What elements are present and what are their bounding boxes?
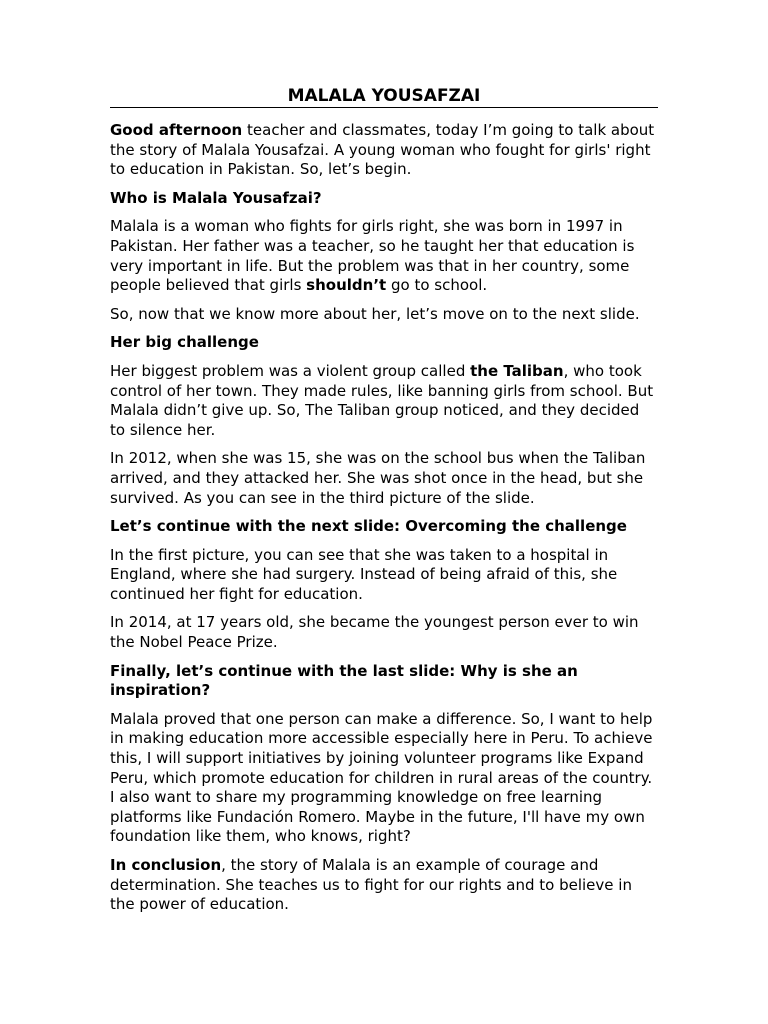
section-1-paragraph-1 bbox=[110, 217, 658, 295]
conclusion-text: , the story of Malala is an example of courage and determination. She teaches us to fight for our rights and to believe in the power of education. bbox=[110, 856, 632, 914]
section-1-paragraph-2: So, now that we know more about her, let’s move on to the next slide. bbox=[110, 304, 640, 323]
section-heading-overcoming-challenge: Let’s continue with the next slide: Overcoming the challenge bbox=[110, 517, 627, 536]
section-3-paragraph-2: In 2014, at 17 years old, she became the youngest person ever to win the Nobel Peace Prize. bbox=[110, 613, 639, 652]
section-2-p1-bold: the Taliban bbox=[470, 361, 564, 380]
document-body bbox=[110, 121, 658, 915]
conclusion-bold-lead: In conclusion bbox=[110, 856, 222, 874]
intro-paragraph bbox=[110, 121, 658, 180]
section-1-p1-text-before: Malala is a woman who fights for girls right, she was born in 1997 in Pakistan. Her father was a teacher, so he taught her that education is very important in life. But the problem was that in her country, some people believed that girls bbox=[110, 217, 635, 295]
section-heading-inspiration: Finally, let’s continue with the last slide: Why is she an inspiration? bbox=[110, 661, 578, 700]
section-3-paragraph-1: In the first picture, you can see that she was taken to a hospital in England, where she had surgery. Instead of being afraid of this, she continued her fight for education. bbox=[110, 545, 618, 603]
section-heading-big-challenge: Her big challenge bbox=[110, 333, 259, 352]
intro-bold-lead: Good afternoon bbox=[110, 121, 243, 139]
section-1-p1-text-after: go to school. bbox=[386, 276, 488, 295]
section-2-p1-text-after: , who took control of her town. They made rules, like banning girls from school. But Malala didn’t give up. So, The Taliban group noticed, and they decided to silence her. bbox=[110, 361, 654, 439]
section-heading-who-is-malala: Who is Malala Yousafzai? bbox=[110, 188, 322, 207]
section-2-p1-text-before: Her biggest problem was a violent group called bbox=[110, 361, 471, 380]
intro-text: teacher and classmates, today I’m going to talk about the story of Malala Yousafzai. A young woman who fought for girls' right to education in Pakistan. So, let’s begin. bbox=[110, 121, 655, 179]
document-title: MALALA YOUSAFZAI bbox=[110, 86, 658, 108]
section-2-paragraph-1 bbox=[110, 362, 658, 440]
section-2-paragraph-2: In 2012, when she was 15, she was on the school bus when the Taliban arrived, and they attacked her. She was shot once in the head, but she survived. As you can see in the third picture of the slide. bbox=[110, 449, 646, 507]
conclusion-paragraph bbox=[110, 856, 658, 915]
document-page bbox=[110, 86, 658, 924]
section-1-p1-bold: shouldn’t bbox=[306, 276, 387, 295]
section-4-paragraph-1: Malala proved that one person can make a difference. So, I want to help in making education more accessible especially here in Peru. To achieve this, I will support initiatives by joining volunteer programs like Expand Peru, which promote education for children in rural areas of the country. I also want to share my programming knowledge on free learning platforms like Fundación Romero. Maybe in the future, I'll have my own foundation like them, who knows, right? bbox=[110, 709, 653, 846]
